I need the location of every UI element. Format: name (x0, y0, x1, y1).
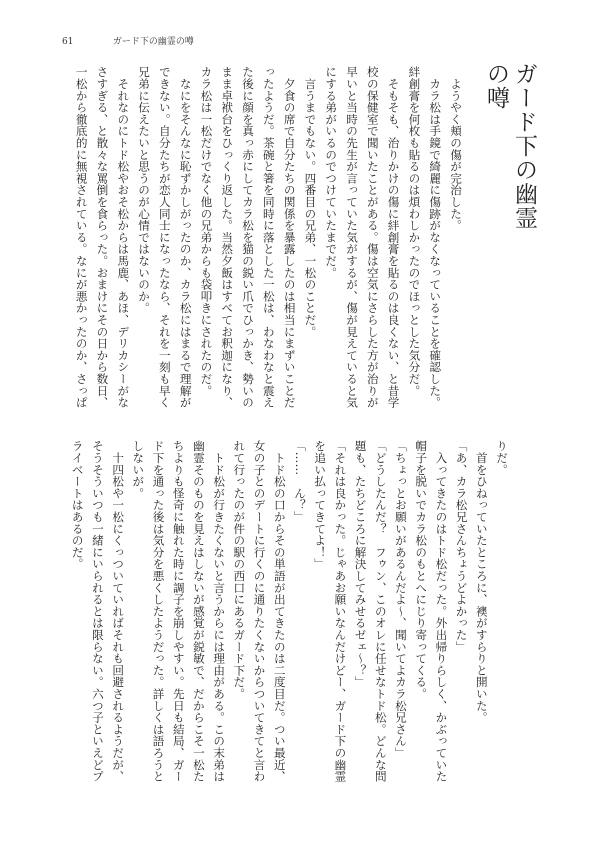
text-line: そうそういつも一緒にいられるとは限らない。六つ子といえどプ (90, 440, 105, 783)
text-line: 帽子を脱いでカラ松のもとへにじり寄ってくる。 (414, 440, 429, 700)
upper-text-block (66, 66, 466, 416)
text-line: れて行ったのが件の駅の西口にあるガード下だ。 (232, 440, 247, 700)
text-line: 「あ、カラ松兄さんちょうどよかった」 (454, 440, 469, 653)
text-line: 「…… ん？」 (292, 440, 307, 523)
text-line: 絆創膏を何枚も貼るのは煩わしかったのでほっとした気分だ。 (407, 66, 422, 397)
text-line: 「ちょっとお願いがあるんだよ～、聞いてよカラ松兄さん」 (393, 440, 408, 759)
text-line: まま卓袱台をひっくり返した。当然夕飯はすべてお釈迦になり、 (220, 66, 235, 409)
chapter-title: ガード下の幽霊の噂 (483, 62, 537, 230)
text-line: さすぎる、と散々な罵倒を食らった。おまけにその日から数日、 (95, 66, 110, 409)
text-line: ちよりも怪奇に触れた時に調子を崩しやすい。先日も結局、ガー (171, 440, 186, 783)
text-line: ようやく頬の傷が完治した。 (449, 66, 463, 232)
text-line: 題も、たちどころに解決してみせるゼェ～？」 (353, 440, 368, 688)
text-line: 夕食の席で自分たちの関係を暴露したのは相当にまずいことだ (282, 66, 297, 409)
text-line: にする弟がいるのでつけていたまでだ。 (324, 66, 339, 279)
text-line: 言うまでもない。四番目の兄弟、一松のことだ。 (303, 66, 318, 338)
text-line: 「それは良かった。じゃあお願いなんだけどー、ガード下の幽霊 (333, 440, 348, 783)
text-line: トド松が行きたくないと言うからには理由がある。この末弟は (212, 440, 227, 783)
text-line: 入ってきたのはトド松だった。外出帰りらしく、かぶっていた (434, 440, 449, 783)
text-line: できない。自分たちが恋人同士になったなら、それを一刻も早く (157, 66, 172, 409)
text-line: 一松から徹底的に無視されている。なにが悪かったのか、さっぱ (74, 66, 89, 409)
running-header (62, 34, 194, 47)
text-line: 校の保健室で聞いたことがある。傷は空気にさらした方が治りが (365, 66, 380, 409)
text-line: なにをそんなに恥ずかしがったのか、カラ松にはまるで理解が (178, 66, 193, 409)
text-line: 早いと当時の先生が言っていた気がするが、傷が見えていると気 (345, 66, 360, 409)
page-number: 61 (62, 37, 74, 47)
running-title: ガード下の幽霊の噂 (112, 37, 194, 47)
text-line: 兄弟に伝えたいと思うのが心情ではないのか。 (137, 66, 152, 314)
text-line: 「どうしたんだ？ フゥン、このオレに任せなトド松。どんな問 (373, 440, 388, 783)
text-line: しないが。 (131, 440, 146, 499)
text-line: ライベートはあるのだ。 (70, 440, 85, 570)
text-line: を追い払ってきてよ！」 (313, 440, 328, 570)
text-line: た後に顔を真っ赤にしてカラ松を猫の鋭い爪でひっかき、勢いの (241, 66, 256, 409)
text-line: 十四松や一松にくっついていればそれも回避されるようだが、 (111, 440, 126, 783)
text-line: ったようだ。茶碗と箸を同時に落とした一松は、わなわなと震え (261, 66, 276, 409)
text-line: ド下を通った後は気分を悪くしたようだった。詳しくは語ろうと (151, 440, 166, 783)
text-line: カラ松は一松だけでなく他の兄弟からも袋叩きにされたのだ。 (199, 66, 214, 397)
text-line: 首をひねっていたところに、襖がすらりと開いた。 (474, 440, 489, 724)
text-line: 女の子とのデートに行くのに通りたくないからついてきてと言わ (252, 440, 267, 783)
lower-text-block (66, 440, 512, 810)
text-line: 幽霊そのものを見えはしないが感覚が鋭敏で、だからこそ一松た (191, 440, 206, 783)
text-line: カラ松は手鏡で綺麗に傷跡がなくなっていることを確認した。 (428, 66, 443, 409)
text-line: それなのにトド松やおそ松からは馬鹿、あほ、デリカシーがな (116, 66, 131, 409)
text-line: そもそも、治りかけの傷に絆創膏を貼るのは良くない、と昔学 (386, 66, 401, 409)
text-line: りだ。 (495, 440, 509, 476)
text-line: トド松の口からその単語が出てきたのは二度目だ。つい最近、 (272, 440, 287, 783)
